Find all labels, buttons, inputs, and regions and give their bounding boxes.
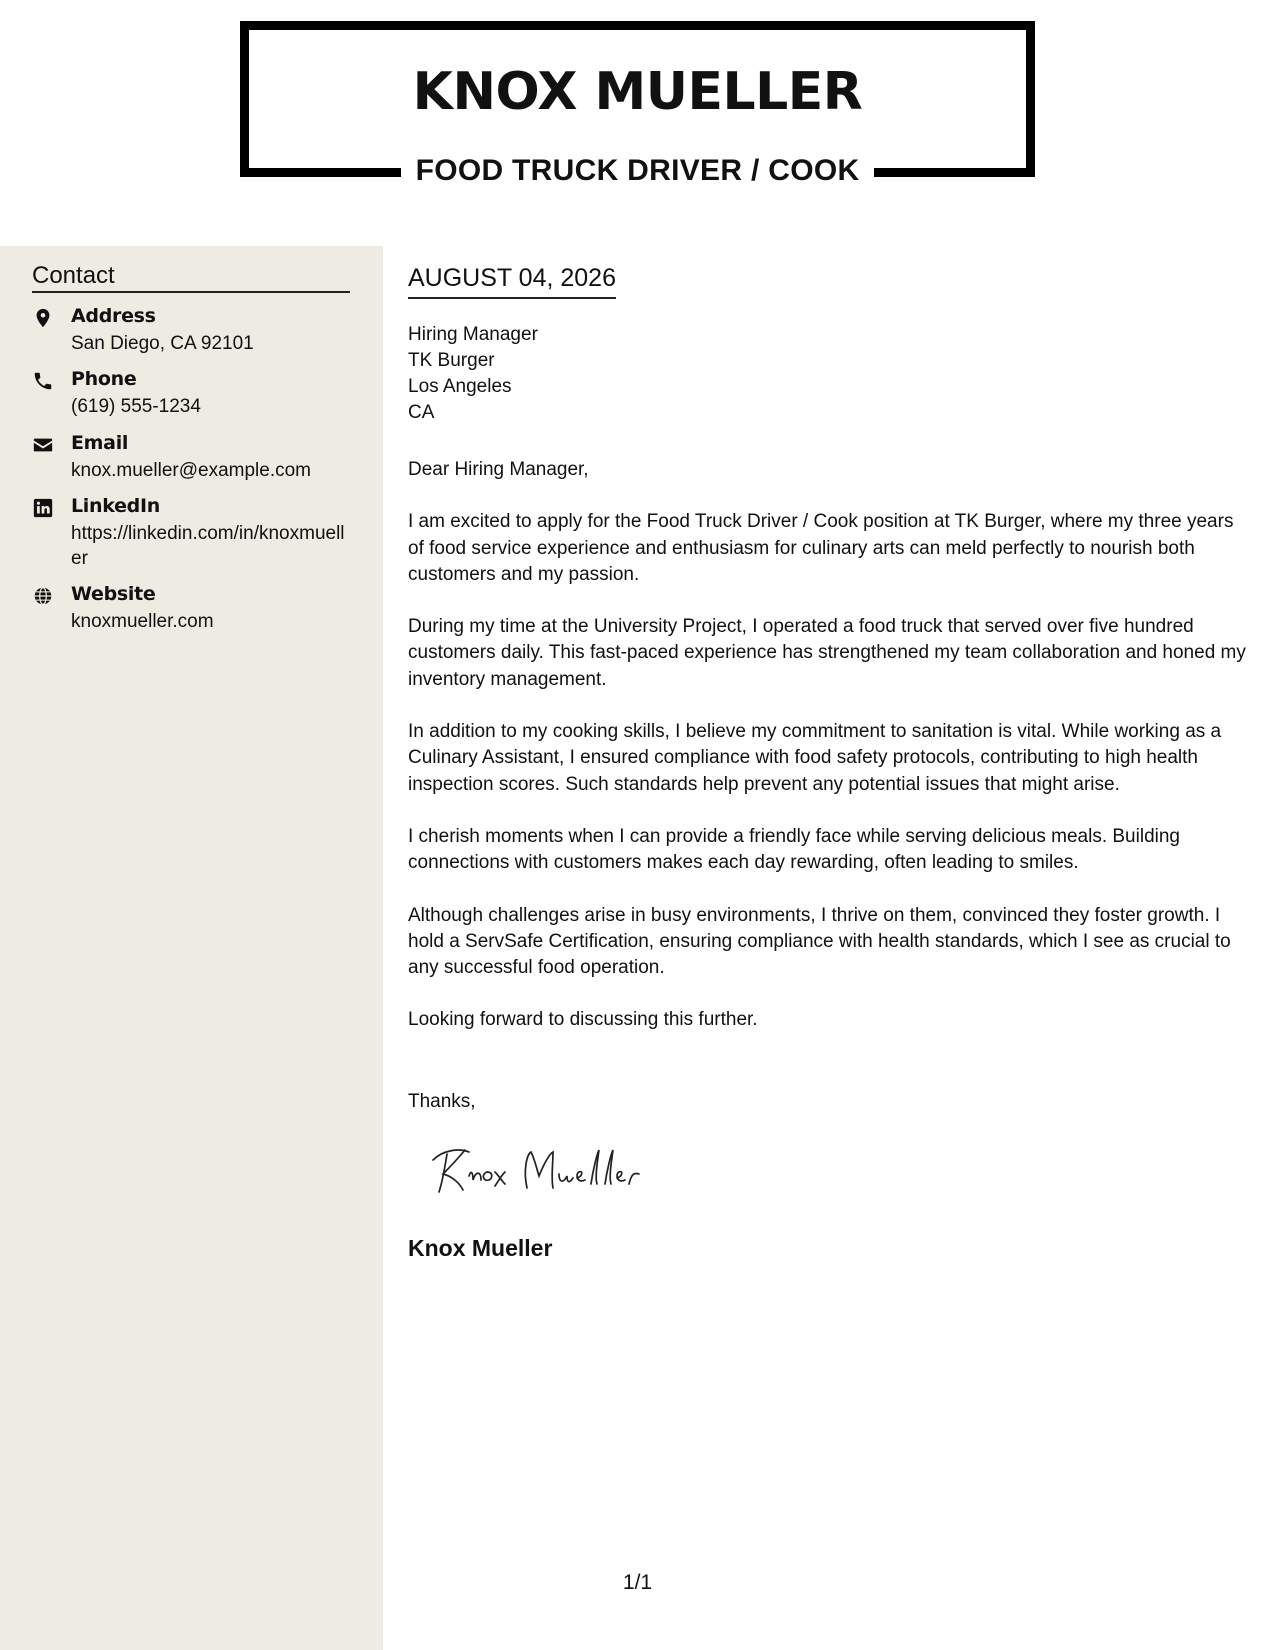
linkedin-icon <box>32 497 54 519</box>
applicant-name: KNOX MUELLER <box>412 62 863 122</box>
contact-value: (619) 555-1234 <box>71 396 201 417</box>
sidebar <box>0 246 383 1650</box>
salutation: Dear Hiring Manager, <box>408 459 589 480</box>
contact-label: Email <box>71 432 129 454</box>
recipient-line: TK Burger <box>408 350 495 371</box>
paragraph: During my time at the University Project, I operated a food truck that served over five hundred customers daily. This fast-paced experience has strengthened my team collaboration and honed my inventory management. <box>408 616 1246 690</box>
globe-icon <box>32 585 54 607</box>
job-title: FOOD TRUCK DRIVER / COOK <box>415 154 860 187</box>
phone-icon <box>32 370 54 392</box>
recipient-line: Hiring Manager <box>408 324 538 345</box>
paragraph: I am excited to apply for the Food Truck Driver / Cook position at TK Burger, where my three years of food service experience and enthusiasm for culinary arts can meld perfectly to nourish both customers and my passion. <box>408 511 1234 585</box>
paragraph: Looking forward to discussing this further. <box>408 1009 758 1031</box>
paragraph: In addition to my cooking skills, I believe my commitment to sanitation is vital. While working as a Culinary Assistant, I ensured compliance with food safety protocols, contributing to high health inspection scores. Such standards help prevent any potential issues that might arise. <box>408 721 1222 795</box>
signature-image <box>425 1140 655 1202</box>
envelope-icon <box>32 434 54 456</box>
recipient-block <box>408 322 538 426</box>
paragraph: Although challenges arise in busy environments, I thrive on them, convinced they foster growth. I hold a ServSafe Certification, ensuring compliance with health standards, which I see as crucial to any successful food operation. <box>408 904 1231 979</box>
contact-value: San Diego, CA 92101 <box>71 333 254 354</box>
signer-name: Knox Mueller <box>408 1235 553 1261</box>
letter-body <box>408 457 1248 1060</box>
paragraph: I cherish moments when I can provide a friendly face while serving delicious meals. Building connections with customers makes each day rewarding, often leading to smiles. <box>408 825 1180 874</box>
contact-heading: Contact <box>32 262 350 293</box>
contact-value: knox.mueller@example.com <box>71 460 311 481</box>
letter-date: AUGUST 04, 2026 <box>408 264 616 299</box>
contact-label: LinkedIn <box>71 495 160 517</box>
closing: Thanks, <box>408 1091 476 1112</box>
map-pin-icon <box>32 307 54 329</box>
contact-label: Website <box>71 583 156 605</box>
contact-value: https://linkedin.com/in/knoxmueller <box>71 523 345 569</box>
recipient-line: CA <box>408 402 435 423</box>
contact-value: knoxmueller.com <box>71 611 214 632</box>
recipient-line: Los Angeles <box>408 376 512 397</box>
contact-label: Phone <box>71 368 137 390</box>
page-number: 1/1 <box>622 1571 653 1594</box>
contact-label: Address <box>71 305 156 327</box>
